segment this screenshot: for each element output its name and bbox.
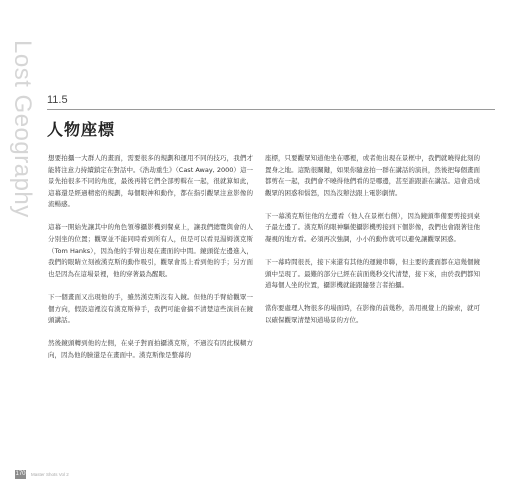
section-number: 11.5: [47, 94, 68, 106]
running-title: Master Shots Vol 2: [31, 472, 69, 477]
paragraph: 當你要處理人物很多的場面時，在影像的前幾秒，善用視覺上的線索，就可以確保觀眾清楚知道場景的方位。: [265, 304, 480, 325]
page-footer: [15, 470, 69, 479]
paragraph: 下一幕時間很長，接下來還有其他的運鏡串聯，但主要的畫面都在這幾個鏡頭中呈現了。最難的部分已經在前面幾秒交代清楚，接下來，由於我們都知道每個人坐的位置，攝影機就能跟隨發言者拍攝。: [265, 258, 480, 290]
paragraph: 座標，只要觀眾知道他坐在哪裡，或者他出現在景框中，我們就曉得此刻的置身之地。這點很關鍵，如果你隨意拍一群在講話的演員，然後把每個畫面都剪在一起，我們會不曉得他們看的是哪邊，甚至誰跟誰在講話。這會造成觀眾的困惑和惱怒，因為沒辦法跟上電影劇情。: [265, 154, 480, 197]
right-column: [265, 153, 480, 338]
left-column: [48, 153, 253, 373]
chapter-vertical-title: Lost Geography: [9, 40, 36, 218]
page-number: 170: [15, 471, 26, 477]
paragraph: 下一幕漢克斯往他的左邊看（他人在景框右側），因為鏡頭準備要剪接到桌子最左邊了。漢克斯的眼神驅使攝影機剪接到下個影像，我們也會跟著往他凝視的地方看。必須再次強調，小小的動作就可以避免讓觀眾困惑。: [265, 211, 480, 244]
paragraph: 下一個畫面又出現他的手，雖然漢克斯沒有入鏡。但他的手臂給觀眾一個方向，假設這裡沒有漢克斯伸手，我們可能會搞不清楚這些演員在鏡頭講話。: [48, 292, 253, 325]
paragraph: 然後鏡頭轉到他的左側，在桌子對面拍攝漢克斯，不過沒有因此模糊方向，因為他的臉還是在畫面中。漢克斯像是整幕的: [48, 339, 253, 359]
paragraph: 想要拍攝一大群人的畫面，需要很多的規劃和運用不同的技巧，我們才能將注意力持續鎖定在對話中。《浩劫重生》（Cast Away, 2000）這一景先拍很多不同的角度，最後再將它們全部剪輯在一起，很就算如此，這幕還是經過精密的規劃，每個眼神和動作，都在指引觀眾注意影像的流暢感。: [48, 154, 253, 209]
section-title: 人物座標: [47, 120, 116, 139]
chapter-vertical-title-container: [6, 40, 36, 340]
paragraph: 這幕一開始先讓其中的角色領導攝影機到餐桌上，讓我們總覽與會的人分別坐的位置；觀眾並不能同時看到所有人，但是可以看見湯姆漢克斯（Tom Hanks），因為他的手臂出現在畫面的中間。鏡頭從左邊進入，我們的眼睛立刻被漢克斯的動作吸引，觀眾會馬上看到他的手；另方面也是因為在這場景裡，他的穿著最為醒眼。: [48, 223, 253, 278]
section-divider: [47, 109, 495, 110]
